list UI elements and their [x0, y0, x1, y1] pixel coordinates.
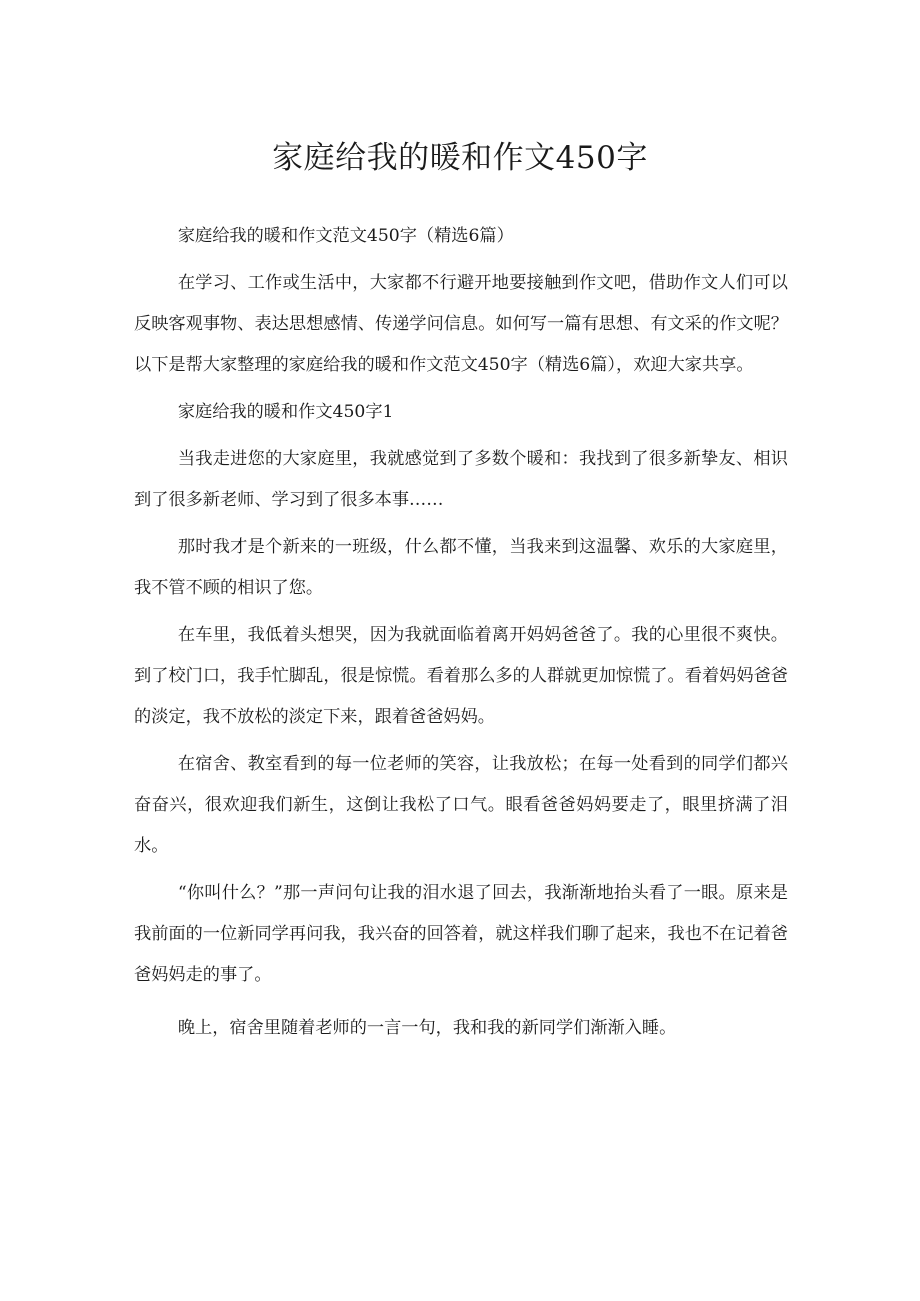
paragraph-intro-heading: 家庭给我的暖和作文范文450字（精选6篇）: [177, 226, 514, 246]
document-body: [134, 216, 788, 1055]
paragraph: 在宿舍、教室看到的每一位老师的笑容，让我放松；在每一处看到的同学们都兴奋奋兴，很欢迎我们新生，这倒让我松了口气。眼看爸爸妈妈要走了，眼里挤满了泪水。: [134, 754, 788, 856]
paragraph-essay-heading: 家庭给我的暖和作文450字1: [177, 402, 394, 422]
paragraph: 在车里，我低着头想哭，因为我就面临着离开妈妈爸爸了。我的心里很不爽快。到了校门口，我手忙脚乱，很是惊慌。看着那么多的人群就更加惊慌了。看着妈妈爸爸的淡定，我不放松的淡定下来，跟着爸爸妈妈。: [134, 625, 788, 727]
paragraph: “你叫什么？”那一声问句让我的泪水退了回去，我渐渐地抬头看了一眼。原来是我前面的一位新同学再问我，我兴奋的回答着，就这样我们聊了起来，我也不在记着爸爸妈妈走的事了。: [134, 883, 788, 985]
document-title: 家庭给我的暖和作文450字: [272, 140, 648, 176]
paragraph: 晚上，宿舍里随着老师的一言一句，我和我的新同学们渐渐入睡。: [177, 1018, 677, 1038]
paragraph: 当我走进您的大家庭里，我就感觉到了多数个暖和：我找到了很多新挚友、相识到了很多新老师、学习到了很多本事……: [134, 449, 788, 510]
paragraph: 那时我才是个新来的一班级，什么都不懂，当我来到这温馨、欢乐的大家庭里，我不管不顾的相识了您。: [134, 537, 788, 598]
paragraph-intro: 在学习、工作或生活中，大家都不行避开地要接触到作文吧，借助作文人们可以反映客观事物、表达思想感情、传递学问信息。如何写一篇有思想、有文采的作文呢？以下是帮大家整理的家庭给我的暖和作文范文450字（精选6篇），欢迎大家共享。: [134, 273, 788, 375]
